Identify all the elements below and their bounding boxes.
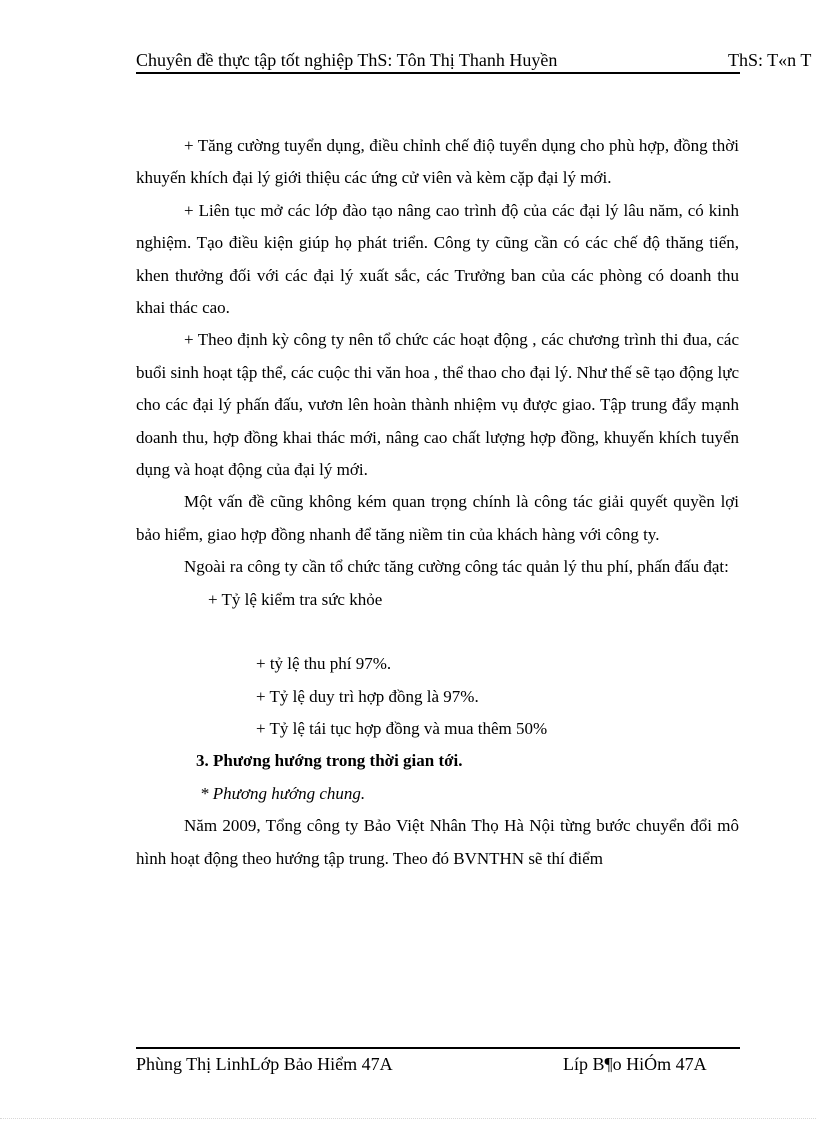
- paragraph-recruitment: + Tăng cường tuyển dụng, điều chỉnh chế điộ tuyển dụng cho phù hợp, đồng thời khuyến khích đại lý giới thiệu các ứng cử viên và kèm cặp đại lý mới.: [136, 136, 739, 188]
- paragraph-training: + Liên tục mở các lớp đào tạo nâng cao trình độ của các đại lý lâu năm, có kinh nghiệm. Tạo điều kiện giúp họ phát triển. Công ty cũng cần có các chế độ thăng tiến, khen thưởng đối với các đại lý xuất sắc, các Trưởng ban của các phòng có doanh thu khai thác cao.: [136, 200, 739, 318]
- paragraph-fee-management: Ngoài ra công ty cần tổ chức tăng cường công tác quản lý thu phí, phấn đấu đạt:: [184, 557, 729, 577]
- header-right-text: ThS: T«n T: [728, 50, 812, 70]
- footer-left-text: Phùng Thị LinhLớp Bảo Hiểm 47A: [136, 1054, 393, 1074]
- header-divider: [136, 72, 740, 74]
- section-heading: 3. Phương hướng trong thời gian tới.: [196, 751, 463, 771]
- section-subheading: * Phương hướng chung.: [200, 783, 366, 803]
- footer-right-text: Líp B¶o HiÓm 47A: [563, 1054, 707, 1074]
- blank-line: [136, 616, 739, 648]
- page-bottom-border: [0, 1118, 816, 1119]
- list-item-fee-rate: + tỷ lệ thu phí 97%.: [256, 654, 392, 674]
- paragraph-2009: Năm 2009, Tổng công ty Bảo Việt Nhân Thọ Hà Nội từng bước chuyển đổi mô hình hoạt động theo hướng tập trung. Theo đó BVNTHN sẽ thí điểm: [136, 816, 739, 868]
- document-body: [136, 130, 739, 875]
- list-item-renewal-rate: + Tỷ lệ tái tục hợp đồng và mua thêm 50%: [256, 718, 548, 738]
- header-left-text: Chuyên đề thực tập tốt nghiệp ThS: Tôn Thị Thanh Huyền: [136, 50, 558, 70]
- paragraph-activities: + Theo định kỳ công ty nên tổ chức các hoạt động , các chương trình thi đua, các buổi sinh hoạt tập thể, các cuộc thi văn hoa , thể thao cho đại lý. Như thế sẽ tạo động lực cho các đại lý phấn đấu, vươn lên hoàn thành nhiệm vụ được giao. Tập trung đẩy mạnh doanh thu, hợp đồng khai thác mới, nâng cao chất lượng hợp đồng, khuyến khích tuyển dụng và hoạt động của đại lý mới.: [136, 330, 739, 480]
- list-item-retention-rate: + Tỷ lệ duy trì hợp đồng là 97%.: [256, 686, 479, 706]
- list-item-health-check: + Tỷ lệ kiểm tra sức khỏe: [208, 589, 383, 609]
- paragraph-claims: Một vấn đề cũng không kém quan trọng chính là công tác giải quyết quyền lợi bảo hiểm, giao hợp đồng nhanh để tăng niềm tin của khách hàng với công ty.: [136, 492, 739, 544]
- footer-divider: [136, 1047, 740, 1049]
